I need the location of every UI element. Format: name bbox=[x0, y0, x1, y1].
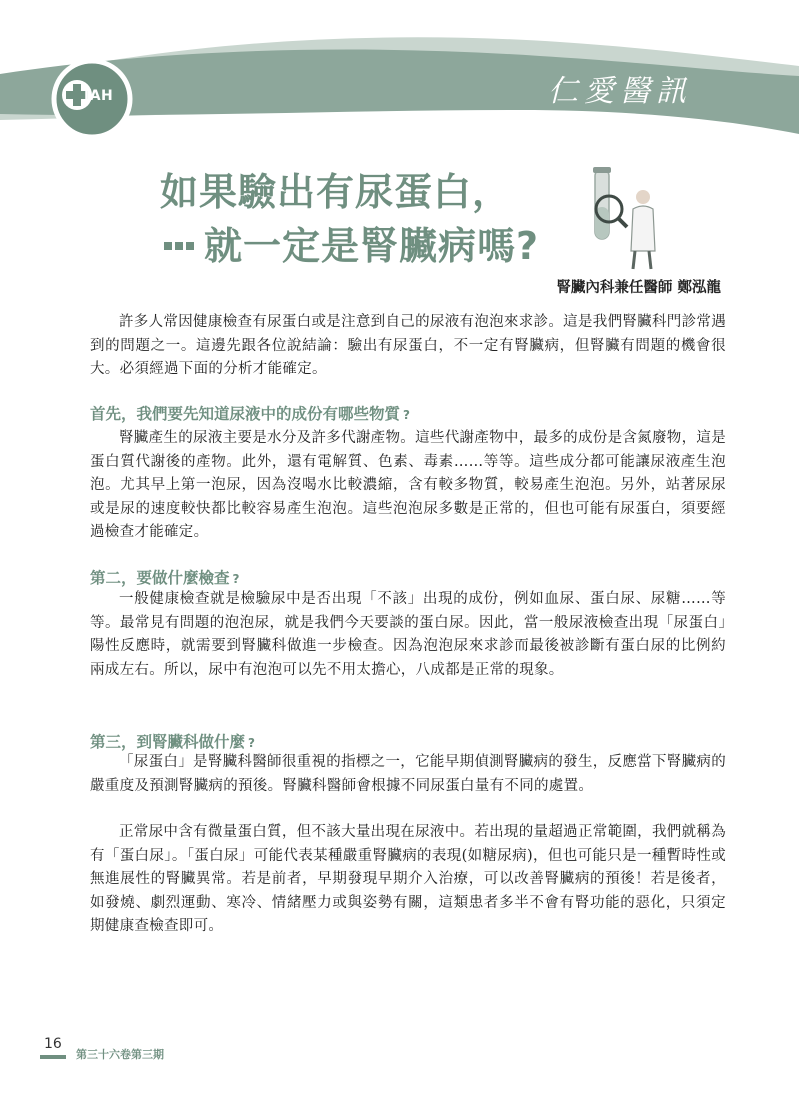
section-heading-2 bbox=[90, 566, 690, 588]
section-heading-1 bbox=[90, 402, 690, 424]
page-number: 16 bbox=[44, 1036, 62, 1052]
article-title bbox=[160, 165, 600, 273]
section-heading-1-text: 首先，我們要先知道尿液中的成份有哪些物質 bbox=[90, 405, 401, 423]
question-mark-icon: ? bbox=[248, 736, 255, 750]
section-heading-3 bbox=[90, 730, 690, 752]
section-heading-2-text: 第二，要做什麼檢查 bbox=[90, 569, 230, 587]
question-mark-icon: ? bbox=[403, 408, 410, 422]
title-line-1: 如果驗出有尿蛋白， bbox=[160, 170, 512, 214]
title-line-2: 就一定是腎臟病嗎? bbox=[204, 224, 540, 268]
logo-text: JAH bbox=[84, 88, 114, 104]
section-2-paragraph: 一般健康檢查就是檢驗尿中是否出現「不該」出現的成份，例如血尿、蛋白尿、尿糖……等等。最常見有問題的泡泡尿，就是我們今天要談的蛋白尿。因此，當一般尿液檢查出現「尿蛋白」陽性反應時，就需要到腎臟科做進一步檢查。因為泡泡尿來求診而最後被診斷有蛋白尿的比例約兩成左右。所以，尿中有泡泡可以先不用太擔心，八成都是正常的現象。 bbox=[90, 591, 726, 678]
intro-paragraph: 許多人常因健康檢查有尿蛋白或是注意到自己的尿液有泡泡來求診。這是我們腎臟科門診常遇到的問題之一。這邊先跟各位說結論：驗出有尿蛋白，不一定有腎臟病，但腎臟有問題的機會很大。必須經過下面的分析才能確定。 bbox=[90, 314, 726, 377]
issue-label: 第三十六卷第三期 bbox=[76, 1048, 164, 1061]
author-byline: 腎臟內科兼任醫師 鄭泓龍 bbox=[556, 279, 721, 296]
section-1-paragraph: 腎臟產生的尿液主要是水分及許多代謝產物。這些代謝產物中，最多的成份是含氮廢物，這是蛋白質代謝後的產物。此外，還有電解質、色素、毒素……等等。這些成分都可能讓尿液產生泡泡。尤其早上第一泡尿，因為沒喝水比較濃縮，含有較多物質，較易產生泡泡。另外，站著尿尿或是尿的速度較快都比較容易產生泡泡。這些泡泡尿多數是正常的，但也可能有尿蛋白，須要經過檢查才能確定。 bbox=[90, 430, 726, 540]
section-3-paragraph-1: 「尿蛋白」是腎臟科醫師很重視的指標之一，它能早期偵測腎臟病的發生，反應當下腎臟病的嚴重度及預測腎臟病的預後。腎臟科醫師會根據不同尿蛋白量有不同的處置。 bbox=[90, 754, 726, 794]
title-dots-icon bbox=[164, 242, 194, 250]
footer-accent-bar bbox=[40, 1055, 66, 1059]
column-title: 仁愛醫訊 bbox=[548, 74, 692, 109]
section-3-paragraph-2: 正常尿中含有微量蛋白質，但不該大量出現在尿液中。若出現的量超過正常範圍，我們就稱為有「蛋白尿」。「蛋白尿」可能代表某種嚴重腎臟病的表現(如糖尿病)，但也可能只是一種暫時性或無進展性的腎臟異常。若是前者，早期發現早期介入治療，可以改善腎臟病的預後！若是後者，如發燒、劇烈運動、寒冷、情緒壓力或與姿勢有關，這類患者多半不會有腎功能的惡化，只須定期健康查檢查即可。 bbox=[90, 824, 726, 934]
title-line-2-row bbox=[164, 219, 600, 273]
section-heading-3-text: 第三，到腎臟科做什麼 bbox=[90, 733, 246, 751]
doctor-magnifier-illustration bbox=[585, 165, 675, 275]
question-mark-icon: ? bbox=[232, 572, 240, 586]
